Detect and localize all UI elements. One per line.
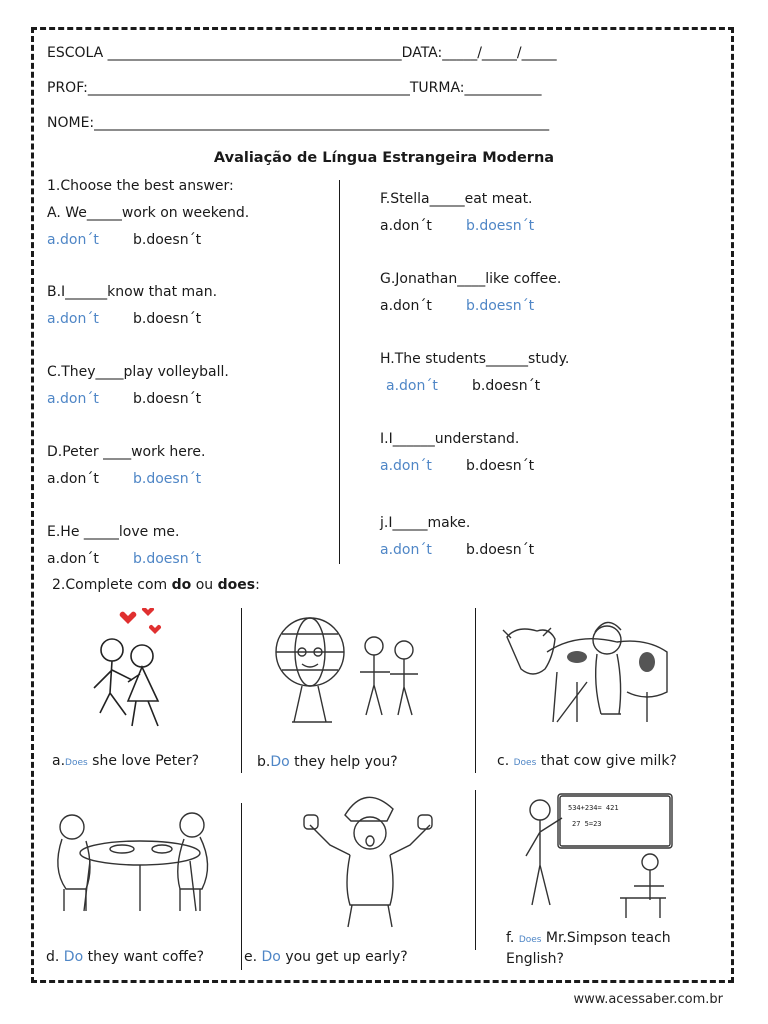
q1-c-option-a: a.don´t — [47, 391, 99, 407]
q1-b-option-a: a.don´t — [47, 311, 99, 327]
q1-e-question: E.He _____love me. — [47, 524, 180, 540]
q1-j-question: j.I_____make. — [380, 515, 471, 531]
q2-instruction: 2.Complete com do ou does: — [52, 577, 260, 593]
board-sum-2: 27 5=23 — [572, 820, 602, 828]
q1-e-option-b: b.doesn´t — [133, 551, 202, 567]
page-title: Avaliação de Língua Estrangeira Moderna — [213, 150, 555, 166]
q1-a-option-b: b.doesn´t — [133, 232, 202, 248]
grid-divider — [241, 608, 242, 773]
q1-c-question: C.They____play volleyball. — [47, 364, 229, 380]
q1-f-option-b: b.doesn´t — [466, 218, 535, 234]
children-eating-illustration — [50, 805, 225, 917]
q1-i-question: I.I______understand. — [380, 431, 520, 447]
cow-spots-icon — [567, 651, 655, 672]
school-field: ESCOLA __________________________________________DATA:_____/_____/_____ — [47, 45, 557, 61]
teacher-field: PROF:______________________________________________TURMA:___________ — [47, 80, 542, 96]
grid-divider — [241, 803, 242, 970]
website-footer: www.acessaber.com.br — [573, 992, 723, 1007]
q2-sentence-f: f. Does Mr.Simpson teach — [506, 930, 671, 946]
q1-a-option-a: a.don´t — [47, 232, 99, 248]
q1-i-option-a: a.don´t — [380, 458, 432, 474]
q2-sentence-e: e. Do you get up early? — [244, 949, 408, 965]
q1-g-option-a: a.don´t — [380, 298, 432, 314]
q1-h-option-a: a.don´t — [386, 378, 438, 394]
q1-j-option-b: b.doesn´t — [466, 542, 535, 558]
column-divider — [339, 180, 340, 564]
q1-f-option-a: a.don´t — [380, 218, 432, 234]
grid-divider — [475, 608, 476, 773]
q2-sentence-f-continued: English? — [506, 951, 564, 967]
q1-instruction: 1.Choose the best answer: — [47, 178, 234, 194]
teacher-at-blackboard-illustration — [510, 790, 680, 920]
q2-sentence-b: b.Do they help you? — [257, 754, 398, 770]
q1-i-option-b: b.doesn´t — [466, 458, 535, 474]
q1-d-option-b: b.doesn´t — [133, 471, 202, 487]
q1-h-option-b: b.doesn´t — [472, 378, 541, 394]
q1-c-option-b: b.doesn´t — [133, 391, 202, 407]
q1-e-option-a: a.don´t — [47, 551, 99, 567]
couple-kissing-illustration — [70, 608, 185, 738]
board-sum-1: 534+234= 421 — [568, 804, 619, 812]
q1-b-option-b: b.doesn´t — [133, 311, 202, 327]
q1-a-question: A. We_____work on weekend. — [47, 205, 250, 221]
q1-f-question: F.Stella_____eat meat. — [380, 191, 533, 207]
q1-j-option-a: a.don´t — [380, 542, 432, 558]
q1-g-option-b: b.doesn´t — [466, 298, 535, 314]
q2-sentence-a: a.Does she love Peter? — [52, 753, 200, 769]
globe-and-children-illustration — [262, 612, 437, 732]
q1-b-question: B.I______know that man. — [47, 284, 218, 300]
q1-g-question: G.Jonathan____like coffee. — [380, 271, 562, 287]
q1-d-option-a: a.don´t — [47, 471, 99, 487]
hearts-icon — [120, 608, 161, 634]
boy-waking-up-illustration — [300, 785, 435, 930]
q2-sentence-d: d. Do they want coffe? — [46, 949, 205, 965]
boy-and-cow-illustration — [497, 612, 677, 737]
grid-divider — [475, 790, 476, 950]
q2-sentence-c: c. Does that cow give milk? — [497, 753, 677, 769]
q1-h-question: H.The students______study. — [380, 351, 570, 367]
q1-d-question: D.Peter ____work here. — [47, 444, 206, 460]
name-field: NOME:_________________________________________________________________ — [47, 115, 550, 131]
